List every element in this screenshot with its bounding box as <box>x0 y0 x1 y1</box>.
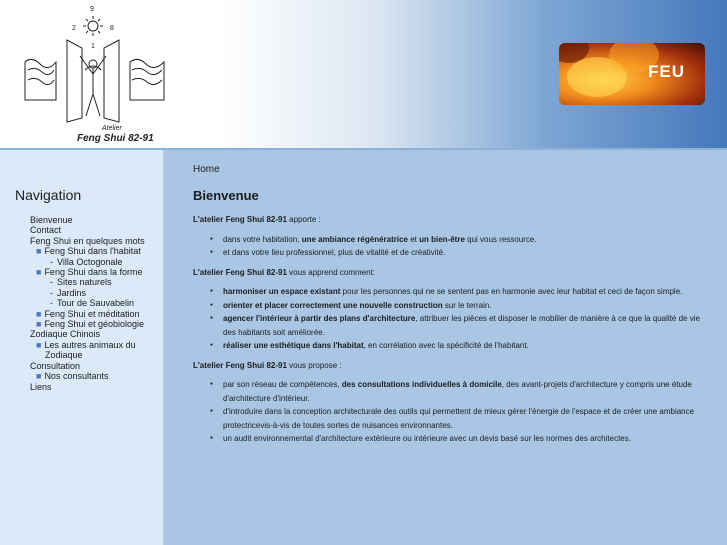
sidebar-item-label: Sites naturels <box>57 277 112 288</box>
benefits-list <box>193 233 715 260</box>
dash-icon: - <box>50 287 53 298</box>
site-logo[interactable] <box>20 4 170 144</box>
logo-name-text: Feng Shui 82-91 <box>77 133 154 144</box>
sidebar-item-label: Feng Shui dans la forme <box>44 267 143 278</box>
list-item: ● d'introduire dans la conception architecturale des outils qui permettent de mieux gérer l'énergie de l'espace et de créer une ambiance protectricevis-à-vis de toutes sortes de nuisances environnantes. <box>193 405 715 432</box>
sidebar-item-feng-shui-en-quelques-mots[interactable]: Feng Shui en quelques mots <box>30 235 145 246</box>
sidebar-item-label: Tour de Sauvabelin <box>57 298 135 309</box>
bullet-square-icon: ■ <box>36 308 42 319</box>
sidebar-item-jardins[interactable] <box>30 288 145 298</box>
logo-number-8: 8 <box>110 25 114 32</box>
sidebar-item-label: Les autres animaux du <box>44 339 136 350</box>
sidebar-item-bienvenue[interactable]: Bienvenue <box>30 215 73 225</box>
logo-drawing-icon <box>20 4 170 144</box>
bullet-square-icon: ■ <box>36 267 42 278</box>
bullet-square-icon: ■ <box>36 246 42 257</box>
sidebar-item-consultation[interactable]: Consultation <box>30 360 81 371</box>
nav-title: Navigation <box>15 187 82 203</box>
teaches-list <box>193 285 715 353</box>
sidebar-item-label: Feng Shui et méditation <box>44 308 140 319</box>
sidebar-item-label: Villa Octogonale <box>57 256 123 267</box>
list-item: ● orienter et placer correctement une nouvelle construction sur le terrain. <box>193 299 715 313</box>
sidebar-item-label: Nos consultants <box>44 371 109 382</box>
bullet-square-icon: ■ <box>36 371 42 382</box>
main-content <box>164 150 727 545</box>
offers-paragraph: L'atelier Feng Shui 82-91 vous propose : <box>193 360 342 370</box>
logo-atelier-text: Atelier <box>102 125 122 132</box>
header <box>0 0 727 148</box>
logo-number-1: 1 <box>91 43 95 50</box>
list-item: ● réaliser une esthétique dans l'habitat, en corrélation avec la spécificité de l'habitant. <box>193 339 715 353</box>
sidebar-item-feng-shui-geobiologie[interactable] <box>30 319 145 329</box>
list-item: ● agencer l'intérieur à partir des plans d'architecture, attribuer les pièces et disposer le mobilier de manière à ce que la qualité de vie des habitants soit améliorée. <box>193 312 715 339</box>
sidebar <box>0 150 164 545</box>
sidebar-item-feng-shui-forme[interactable] <box>30 267 145 277</box>
logo-number-2: 2 <box>72 25 76 32</box>
sidebar-item-label: Feng Shui dans l'habitat <box>44 246 141 257</box>
sidebar-item-feng-shui-habitat[interactable] <box>30 246 145 256</box>
content-body <box>193 213 715 452</box>
logo-number-9: 9 <box>90 6 94 13</box>
breadcrumb[interactable]: Home <box>193 164 220 175</box>
dash-icon: - <box>50 277 53 288</box>
intro-paragraph: L'atelier Feng Shui 82-91 apporte : <box>193 215 321 224</box>
bullet-square-icon: ■ <box>36 339 42 350</box>
sidebar-item-label: Jardins <box>57 287 87 298</box>
offers-list <box>193 378 715 446</box>
sidebar-item-villa-octogonale[interactable] <box>30 257 145 267</box>
list-item: ● harmoniser un espace existant pour les personnes qui ne se sentent pas en harmonie avec leur habitat et ceci de façon simple. <box>193 285 715 299</box>
sidebar-item-liens[interactable]: Liens <box>30 381 52 392</box>
list-item: ● par son réseau de compétences, des consultations individuelles à domicile, des avant-projets d'architecture y compris une étude d'architecture d'intérieur. <box>193 378 715 405</box>
sidebar-item-zodiaque-chinois[interactable]: Zodiaque Chinois <box>30 329 101 340</box>
dash-icon: - <box>50 256 53 267</box>
sidebar-item-nos-consultants[interactable] <box>30 371 145 381</box>
feu-label: FEU <box>648 62 685 81</box>
list-item: ● dans votre habitation, une ambiance régénératrice et un bien-être qui vous ressource. <box>193 233 715 247</box>
page-title: Bienvenue <box>193 188 259 203</box>
sidebar-item-feng-shui-meditation[interactable] <box>30 309 145 319</box>
list-item: ● et dans votre lieu professionnel, plus de vitalité et de créativité. <box>193 246 715 260</box>
sidebar-item-tour-de-sauvabelin[interactable] <box>30 298 145 308</box>
sidebar-item-contact[interactable]: Contact <box>30 225 62 236</box>
teaches-paragraph: L'atelier Feng Shui 82-91 vous apprend comment: <box>193 267 375 277</box>
sidebar-item-sites-naturels[interactable] <box>30 277 145 287</box>
sidebar-item-zodiaque-cont[interactable]: Zodiaque <box>45 350 83 361</box>
nav-menu <box>30 215 145 392</box>
bullet-square-icon: ■ <box>36 319 42 330</box>
sidebar-item-label: Feng Shui et géobiologie <box>44 319 145 330</box>
feu-banner[interactable] <box>559 43 705 105</box>
list-item: ● un audit environnemental d'architecture extérieure ou intérieure avec un devis basé sur les normes des architectes. <box>193 432 715 446</box>
sidebar-item-autres-animaux[interactable] <box>30 340 145 350</box>
dash-icon: - <box>50 298 53 309</box>
